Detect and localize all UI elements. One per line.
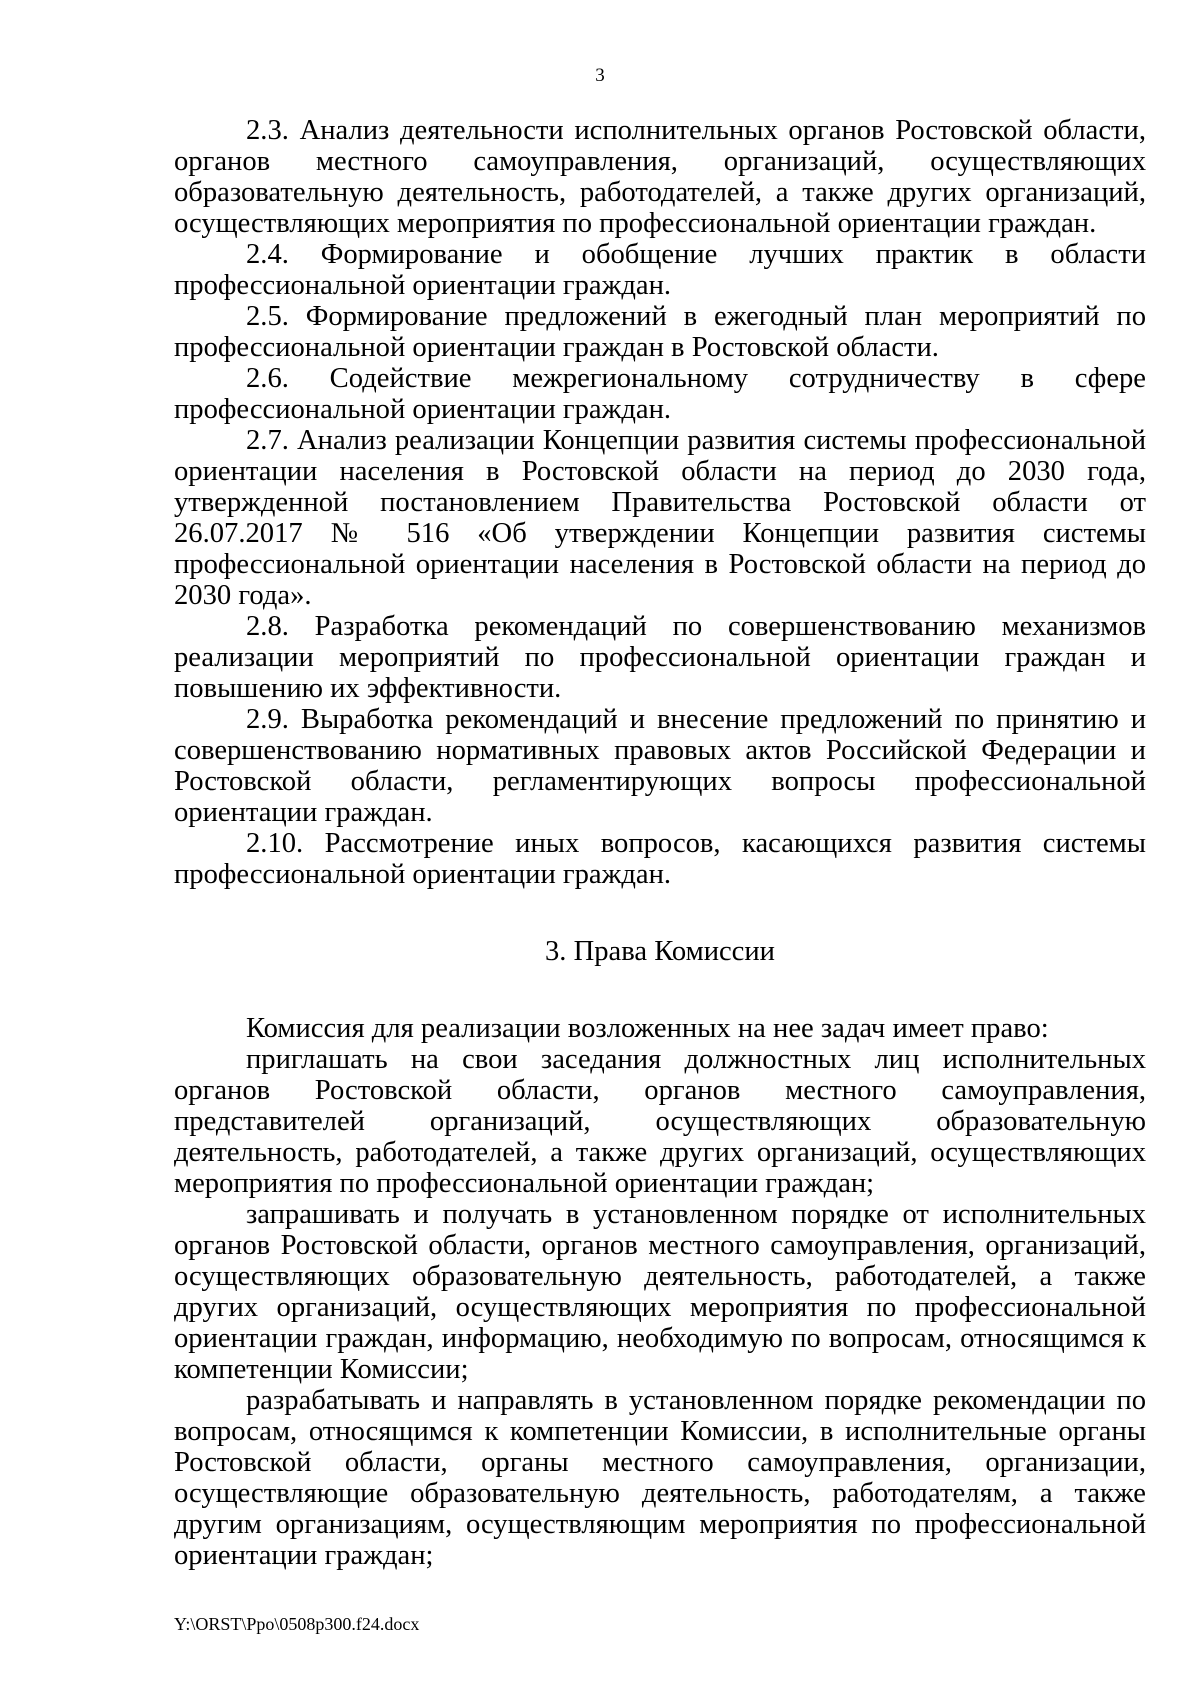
task-2-3: 2.3. Анализ деятельности исполнительных органов Ростовской области, органов местного самоуправления, организаций, осуществляющих образовательную деятельность, работодателей, а также других организаций, осуществляющих мероприятия по профессиональной ориентации граждан. xyxy=(174,115,1146,239)
task-2-4: 2.4. Формирование и обобщение лучших практик в области профессиональной ориентации граждан. xyxy=(174,239,1146,301)
section-heading-rights: 3. Права Комиссии xyxy=(545,936,775,967)
page-number: 3 xyxy=(595,65,605,86)
task-2-8: 2.8. Разработка рекомендаций по совершенствованию механизмов реализации мероприятий по профессиональной ориентации граждан и повышению их эффективности. xyxy=(174,611,1146,704)
document-body xyxy=(174,115,1146,1571)
task-2-10: 2.10. Рассмотрение иных вопросов, касающихся развития системы профессиональной ориентации граждан. xyxy=(174,828,1146,890)
task-2-6: 2.6. Содействие межрегиональному сотрудничеству в сфере профессиональной ориентации граждан. xyxy=(174,363,1146,425)
right-invite: приглашать на свои заседания должностных лиц исполнительных органов Ростовской области, органов местного самоуправления, представителей организаций, осуществляющих образовательную деятельность, работодателей, а также других организаций, осуществляющих мероприятия по профессиональной ориентации граждан; xyxy=(174,1044,1146,1199)
task-2-7: 2.7. Анализ реализации Концепции развития системы профессиональной ориентации населения в Ростовской области на период до 2030 года, утвержденной постановлением Правительства Ростовской области от 26.07.2017 № 516 «Об утверждении Концепции развития системы профессиональной ориентации населения в Ростовской области на период до 2030 года». xyxy=(174,425,1146,611)
right-request-info: запрашивать и получать в установленном порядке от исполнительных органов Ростовской области, органов местного самоуправления, организаций, осуществляющих образовательную деятельность, работодателей, а также других организаций, осуществляющих мероприятия по профессиональной ориентации граждан, информацию, необходимую по вопросам, относящимся к компетенции Комиссии; xyxy=(174,1199,1146,1385)
footer-file-path: Y:\ORST\Ppo\0508p300.f24.docx xyxy=(174,1614,420,1634)
rights-intro: Комиссия для реализации возложенных на нее задач имеет право: xyxy=(246,1013,1049,1044)
task-2-9: 2.9. Выработка рекомендаций и внесение предложений по принятию и совершенствованию нормативных правовых актов Российской Федерации и Ростовской области, регламентирующих вопросы профессиональной ориентации граждан. xyxy=(174,704,1146,828)
task-2-5: 2.5. Формирование предложений в ежегодный план мероприятий по профессиональной ориентации граждан в Ростовской области. xyxy=(174,301,1146,363)
right-recommendations: разрабатывать и направлять в установленном порядке рекомендации по вопросам, относящимся к компетенции Комиссии, в исполнительные органы Ростовской области, органы местного самоуправления, организации, осуществляющие образовательную деятельность, работодателям, а также другим организациям, осуществляющим мероприятия по профессиональной ориентации граждан; xyxy=(174,1385,1146,1571)
